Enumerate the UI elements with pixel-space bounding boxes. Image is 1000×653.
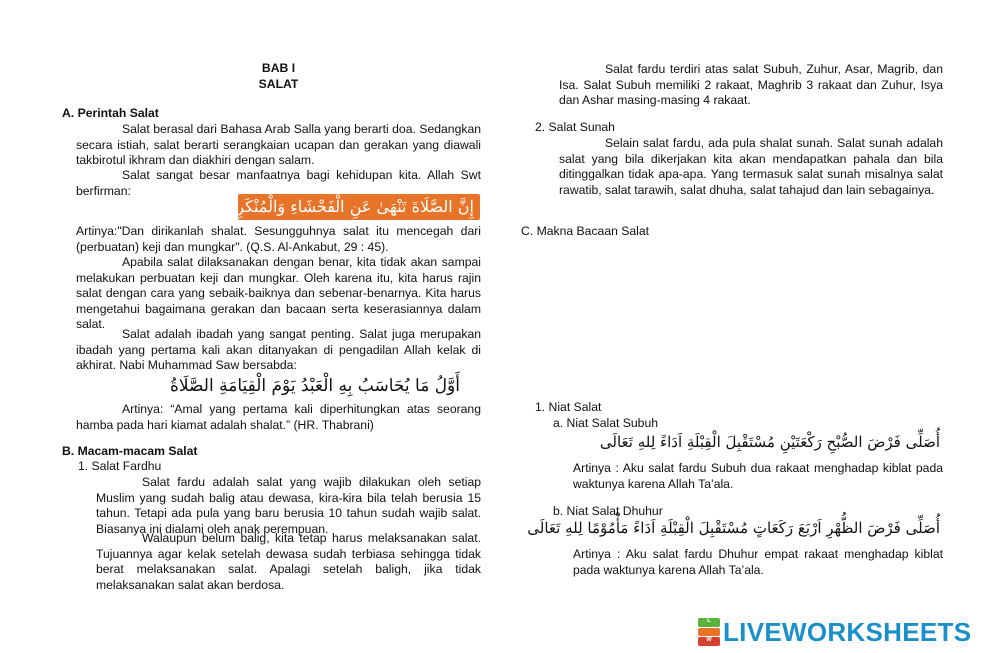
logo-text: LIVEWORKSHEETS xyxy=(723,617,972,647)
hadith-arabic-text: أَوَّلُ مَا يُحَاسَبُ بِهِ الْعَبْدُ يَوْمَ الْقِيَامَةِ الصَّلَاةُ xyxy=(170,376,460,396)
chapter-bab: BAB I xyxy=(261,61,296,75)
salat-fardhu-paragraph-3: Salat fardu terdiri atas salat Subuh, Zuhur, Asar, Magrib, dan Isa. Salat Subuh memiliki 2 rakaat, Maghrib 3 rakaat dan Zuhur, Isya dan Ashar masing-masing 4 rakaat. xyxy=(559,62,943,108)
salat-sunah-title: 2. Salat Sunah xyxy=(535,120,615,134)
section-b-heading: B. Macam-macam Salat xyxy=(62,444,198,458)
section-a-artinya-1: Artinya:"Dan dirikanlah shalat. Sesungguhnya salat itu mencegah dari (perbuatan) keji dan mungkar". (Q.S. Al-Ankabut, 29 : 45). xyxy=(76,224,481,254)
salat-fardhu-title: 1. Salat Fardhu xyxy=(78,459,162,473)
quran-verse-banner: إِنَّ الصَّلَاةَ تَنْهَىٰ عَنِ الْفَحْشَاءِ وَالْمُنْكَرِ xyxy=(238,194,480,220)
niat-subuh-artinya: Artinya : Aku salat fardu Subuh dua rakaat menghadap kiblat pada waktunya karena Allah Ta’ala. xyxy=(573,461,943,491)
liveworksheets-logo[interactable] xyxy=(698,618,971,646)
section-a-paragraph-2: Salat sangat besar manfaatnya bagi kehidupan kita. Allah Swt berfirman: xyxy=(76,168,481,198)
niat-dhuhur-artinya: Artinya : Aku salat fardu Dhuhur empat rakaat menghadap kiblat pada waktunya karena Allah Ta’ala. xyxy=(573,547,943,577)
section-a-paragraph-4: Salat adalah ibadah yang sangat penting. Salat juga merupakan ibadah yang pertama kali akan ditanyakan di pengadilan Allah kelak di akhirat. Nabi Muhammad Saw bersabda: xyxy=(76,327,481,373)
section-a-paragraph-3: Apabila salat dilaksanakan dengan benar, kita tidak akan sampai melakukan perbuatan keji dan mungkar. Oleh karena itu, kita harus rajin salat dengan cara yang sebaik-baiknya dan sebenar-benarnya. Kita harus mengetahui bagaimana gerakan dan bacaan serta keserasiannya dalam salat. xyxy=(76,255,481,332)
niat-subuh-arabic: أُصَلِّى فَرْضَ الصُّبْحِ رَكْعَتَيْنِ مُسْتَقْبِلَ الْقِبْلَةِ اَدَاءً لِلهِ تَعَالَى xyxy=(599,433,940,451)
logo-badge-icon xyxy=(698,618,720,646)
niat-dhuhur-arabic: أُصَلِّى فَرْضَ الظُّهْرِ اَرْبَعَ رَكَعَاتٍ مُسْتَقْبِلَ الْقِبْلَةِ اَدَاءً مَأْمُوْمًا لِلهِ تَعَالَى xyxy=(527,519,940,537)
section-a-heading: A. Perintah Salat xyxy=(62,106,159,120)
logo-badge-w: W xyxy=(698,637,720,646)
section-a-paragraph-1: Salat berasal dari Bahasa Arab Salla yang berarti doa. Sedangkan secara istiah, salat berarti serangkaian ucapan dan gerakan yang diawali takbirotul ikhram dan diakhiri dengan salam. xyxy=(76,122,481,168)
niat-dhuhur-title: b. Niat Salat Dhuhur xyxy=(553,504,663,518)
section-a-artinya-2: Artinya: “Amal yang pertama kali diperhitungkan atas seorang hamba pada hari kiamat adalah shalat.” (HR. Thabrani) xyxy=(76,402,481,432)
niat-subuh-title: a. Niat Salat Subuh xyxy=(553,416,659,430)
section-c-heading: C. Makna Bacaan Salat xyxy=(521,224,650,238)
niat-salat-title: 1. Niat Salat xyxy=(535,400,602,414)
salat-sunah-paragraph: Selain salat fardu, ada pula shalat sunah. Salat sunah adalah salat yang bila dikerjakan kita akan mendapatkan pahala dan bila ditinggalkan tidak apa-apa. Yang termasuk salat sunah misalnya salat rawatib, salat tarawih, salat dhuha, salat tahajud dan lain sebagainya. xyxy=(559,136,943,197)
chapter-title: SALAT xyxy=(258,77,299,91)
salat-fardhu-paragraph-1: Salat fardu adalah salat yang wajib dilakukan oleh setiap Muslim yang sudah balig atau dewasa, kira-kira bila telah berusia 15 tahun. Tetapi ada pula yang baru berusia 10 tahun sudah wajib salat. Biasanya ini dialami oleh anak perempuan. xyxy=(96,475,481,536)
logo-badge-l: L xyxy=(698,618,720,627)
salat-fardhu-paragraph-2: Walaupun belum balig, kita tetap harus melaksanakan salat. Tujuannya agar kelak setelah dewasa sudah terbiasa sehingga tidak berat melaksanakan salat. Apalagi setelah baligh, jika tidak melaksanakan salat akan berdosa. xyxy=(96,531,481,592)
